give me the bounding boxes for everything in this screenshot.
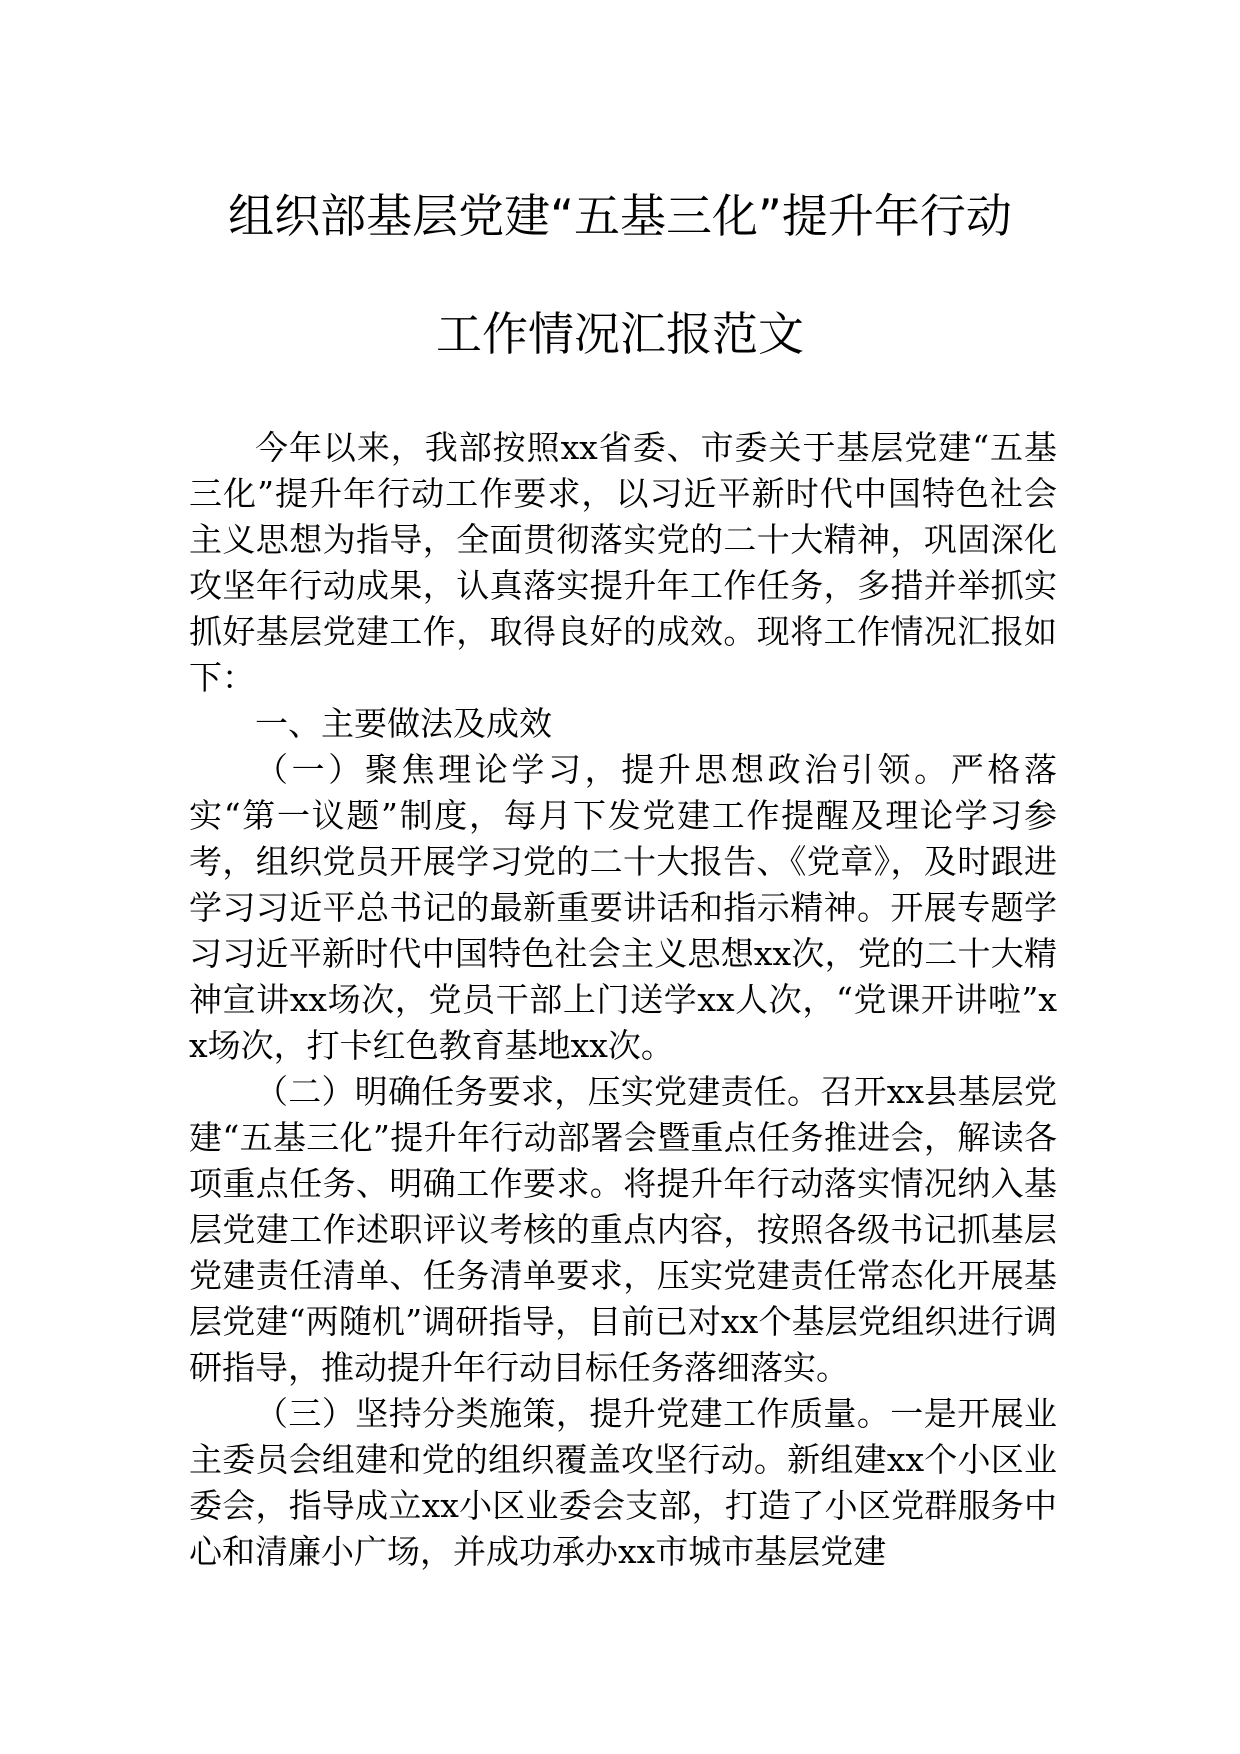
document-title-line-1: 组织部基层党建“五基三化”提升年行动	[228, 189, 1012, 243]
paragraph-classified-measures: （三）坚持分类施策，提升党建工作质量。一是开展业主委员会组建和党的组织覆盖攻坚行动。新组建xx个小区业委会，指导成立xx小区业委会支部，打造了小区党群服务中心和清廉小广场，并成功承办xx市城市基层党建	[189, 1394, 1057, 1571]
paragraph-theory-study: （一）聚焦理论学习，提升思想政治引领。严格落实“第一议题”制度，每月下发党建工作提醒及理论学习参考，组织党员开展学习党的二十大报告、《党章》，及时跟进学习习近平总书记的最新重要讲话和指示精神。开展专题学习习近平新时代中国特色社会主义思想xx次，党的二十大精神宣讲xx场次，党员干部上门送学xx人次，“党课开讲啦”xx场次，打卡红色教育基地xx次。	[189, 750, 1057, 1065]
paragraph-intro: 今年以来，我部按照xx省委、市委关于基层党建“五基三化”提升年行动工作要求，以习近平新时代中国特色社会主义思想为指导，全面贯彻落实党的二十大精神，巩固深化攻坚年行动成果，认真落实提升年工作任务，多措并举抓实抓好基层党建工作，取得良好的成效。现将工作情况汇报如下：	[189, 428, 1057, 697]
section-heading-main-practices: 一、主要做法及成效	[255, 704, 552, 743]
document-title-line-2: 工作情况汇报范文	[436, 307, 804, 361]
paragraph-task-requirements: （二）明确任务要求，压实党建责任。召开xx县基层党建“五基三化”提升年行动部署会暨重点任务推进会，解读各项重点任务、明确工作要求。将提升年行动落实情况纳入基层党建工作述职评议考核的重点内容，按照各级书记抓基层党建责任清单、任务清单要求，压实党建责任常态化开展基层党建“两随机”调研指导，目前已对xx个基层党组织进行调研指导，推动提升年行动目标任务落细落实。	[189, 1072, 1057, 1387]
document-body	[189, 425, 1057, 1575]
